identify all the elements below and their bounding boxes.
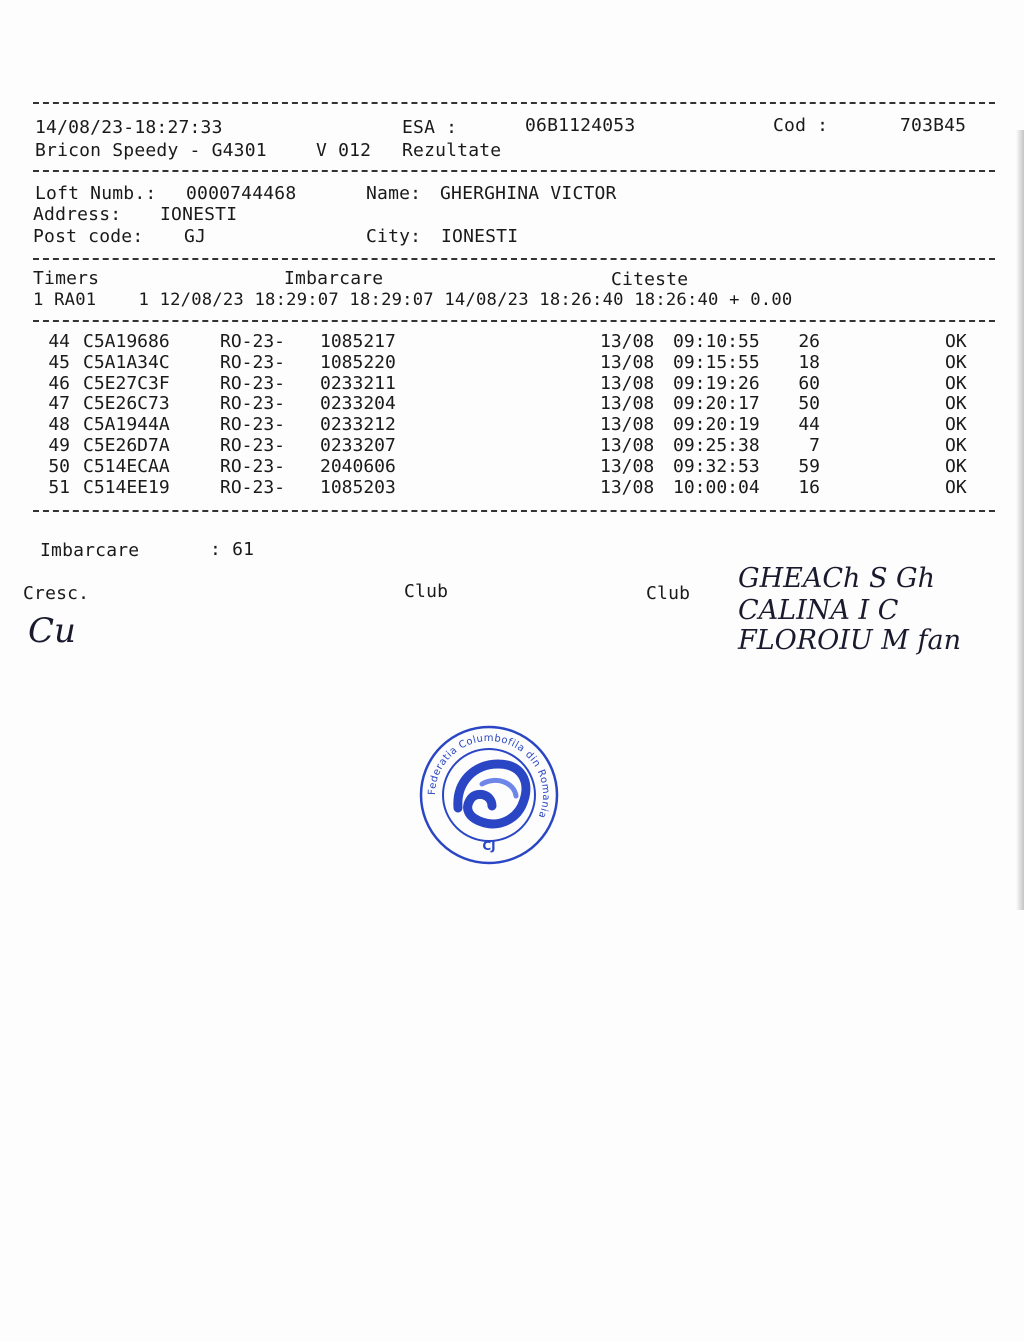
arrival-date: 13/08 [600, 455, 655, 477]
loft-number-value: 0000744468 [186, 183, 297, 204]
ring-prefix: RO-23- [220, 393, 286, 415]
citeste-column-label: Citeste [611, 269, 689, 290]
status: OK [945, 331, 967, 352]
arrival-date: 13/08 [600, 393, 655, 415]
handwritten-signature: Cu [28, 611, 76, 651]
arrival-time: 09:15:55 [673, 351, 760, 373]
arrival-date: 13/08 [600, 435, 655, 456]
row-number: 49 [48, 435, 70, 456]
arrival-time: 09:25:38 [673, 435, 760, 456]
timers-label: Timers [33, 268, 100, 289]
row-number: 48 [48, 414, 70, 436]
handwritten-line-1: GHEACh S Gh [738, 563, 935, 594]
arrival-date: 13/08 [600, 351, 655, 373]
club-label-2: Club [646, 583, 691, 604]
ring-prefix: RO-23- [220, 331, 286, 352]
divider [33, 258, 995, 260]
loft-number-label: Loft Numb.: [35, 183, 157, 204]
status: OK [945, 414, 967, 436]
position: 59 [798, 455, 820, 477]
city-label: City: [366, 226, 422, 247]
imbarcare-total-value: : 61 [210, 539, 255, 560]
chip-id: C5A19686 [83, 331, 170, 352]
divider [33, 170, 995, 172]
svg-text:CJ: CJ [482, 839, 496, 853]
city-value: IONESTI [441, 226, 519, 247]
position: 18 [798, 351, 820, 373]
imbarcare-column-label: Imbarcare [284, 268, 384, 289]
position: 7 [809, 435, 820, 456]
ring-prefix: RO-23- [220, 372, 286, 394]
ring-prefix: RO-23- [220, 414, 286, 436]
report-title: Rezultate [402, 140, 502, 161]
address-label: Address: [33, 204, 122, 225]
status: OK [945, 476, 967, 498]
esa-label: ESA : [402, 117, 458, 138]
timer-line: 1 RA01 1 12/08/23 18:29:07 18:29:07 14/08/23 18:26:40 18:26:40 + 0.00 [33, 290, 793, 310]
status: OK [945, 351, 967, 373]
divider [33, 320, 995, 322]
position: 60 [798, 372, 820, 394]
arrival-time: 09:19:26 [673, 372, 760, 394]
status: OK [945, 455, 967, 477]
arrival-date: 13/08 [600, 476, 655, 498]
chip-id: C5E27C3F [83, 372, 170, 394]
postcode-value: GJ [184, 226, 207, 247]
status: OK [945, 435, 967, 456]
ring-prefix: RO-23- [220, 455, 286, 477]
arrival-time: 10:00:04 [673, 476, 760, 498]
row-number: 50 [48, 455, 70, 477]
ring-prefix: RO-23- [220, 476, 286, 498]
ring-number: 1085220 [320, 351, 396, 373]
device-name: Bricon Speedy - G4301 [35, 140, 267, 161]
ring-number: 1085203 [320, 476, 396, 498]
chip-id: C514EE19 [83, 476, 170, 498]
position: 26 [798, 331, 820, 352]
arrival-time: 09:20:19 [673, 414, 760, 436]
row-number: 45 [48, 351, 70, 373]
arrival-date: 13/08 [600, 331, 655, 352]
version: V 012 [316, 140, 372, 161]
header-datetime: 14/08/23-18:27:33 [35, 117, 223, 138]
arrival-date: 13/08 [600, 414, 655, 436]
arrival-time: 09:10:55 [673, 331, 760, 352]
chip-id: C514ECAA [83, 455, 170, 477]
name-value: GHERGHINA VICTOR [440, 183, 617, 204]
divider [33, 102, 995, 104]
row-number: 46 [48, 372, 70, 394]
ring-prefix: RO-23- [220, 435, 286, 456]
chip-id: C5E26D7A [83, 435, 170, 456]
position: 16 [798, 476, 820, 498]
status: OK [945, 372, 967, 394]
row-number: 51 [48, 476, 70, 498]
row-number: 47 [48, 393, 70, 415]
ring-prefix: RO-23- [220, 351, 286, 373]
cod-label: Cod : [773, 115, 829, 136]
divider [33, 510, 995, 512]
imbarcare-total-label: Imbarcare [40, 540, 140, 561]
ring-number: 1085217 [320, 331, 396, 352]
arrival-time: 09:20:17 [673, 393, 760, 415]
page-edge-shadow [1016, 130, 1024, 910]
club-label-1: Club [404, 581, 449, 602]
ring-number: 0233212 [320, 414, 396, 436]
ring-number: 0233207 [320, 435, 396, 456]
row-number: 44 [48, 331, 70, 352]
cod-value: 703B45 [900, 115, 967, 136]
arrival-time: 09:32:53 [673, 455, 760, 477]
chip-id: C5E26C73 [83, 393, 170, 415]
name-label: Name: [366, 183, 422, 204]
chip-id: C5A1944A [83, 414, 170, 436]
postcode-label: Post code: [33, 226, 144, 247]
address-value: IONESTI [160, 204, 238, 225]
position: 44 [798, 414, 820, 436]
status: OK [945, 393, 967, 415]
svg-text:Federatia Columbofila din Roma: Federatia Columbofila din Romania [426, 732, 552, 820]
cresc-label: Cresc. [23, 583, 90, 604]
arrival-date: 13/08 [600, 372, 655, 394]
ring-number: 0233204 [320, 393, 396, 415]
position: 50 [798, 393, 820, 415]
ring-number: 0233211 [320, 372, 396, 394]
handwritten-line-2: CALINA I C [738, 595, 899, 626]
handwritten-line-3: FLOROIU M fan [738, 625, 961, 656]
ring-number: 2040606 [320, 455, 396, 477]
esa-value: 06B1124053 [525, 115, 636, 136]
club-stamp-seal [418, 724, 560, 866]
chip-id: C5A1A34C [83, 351, 170, 373]
